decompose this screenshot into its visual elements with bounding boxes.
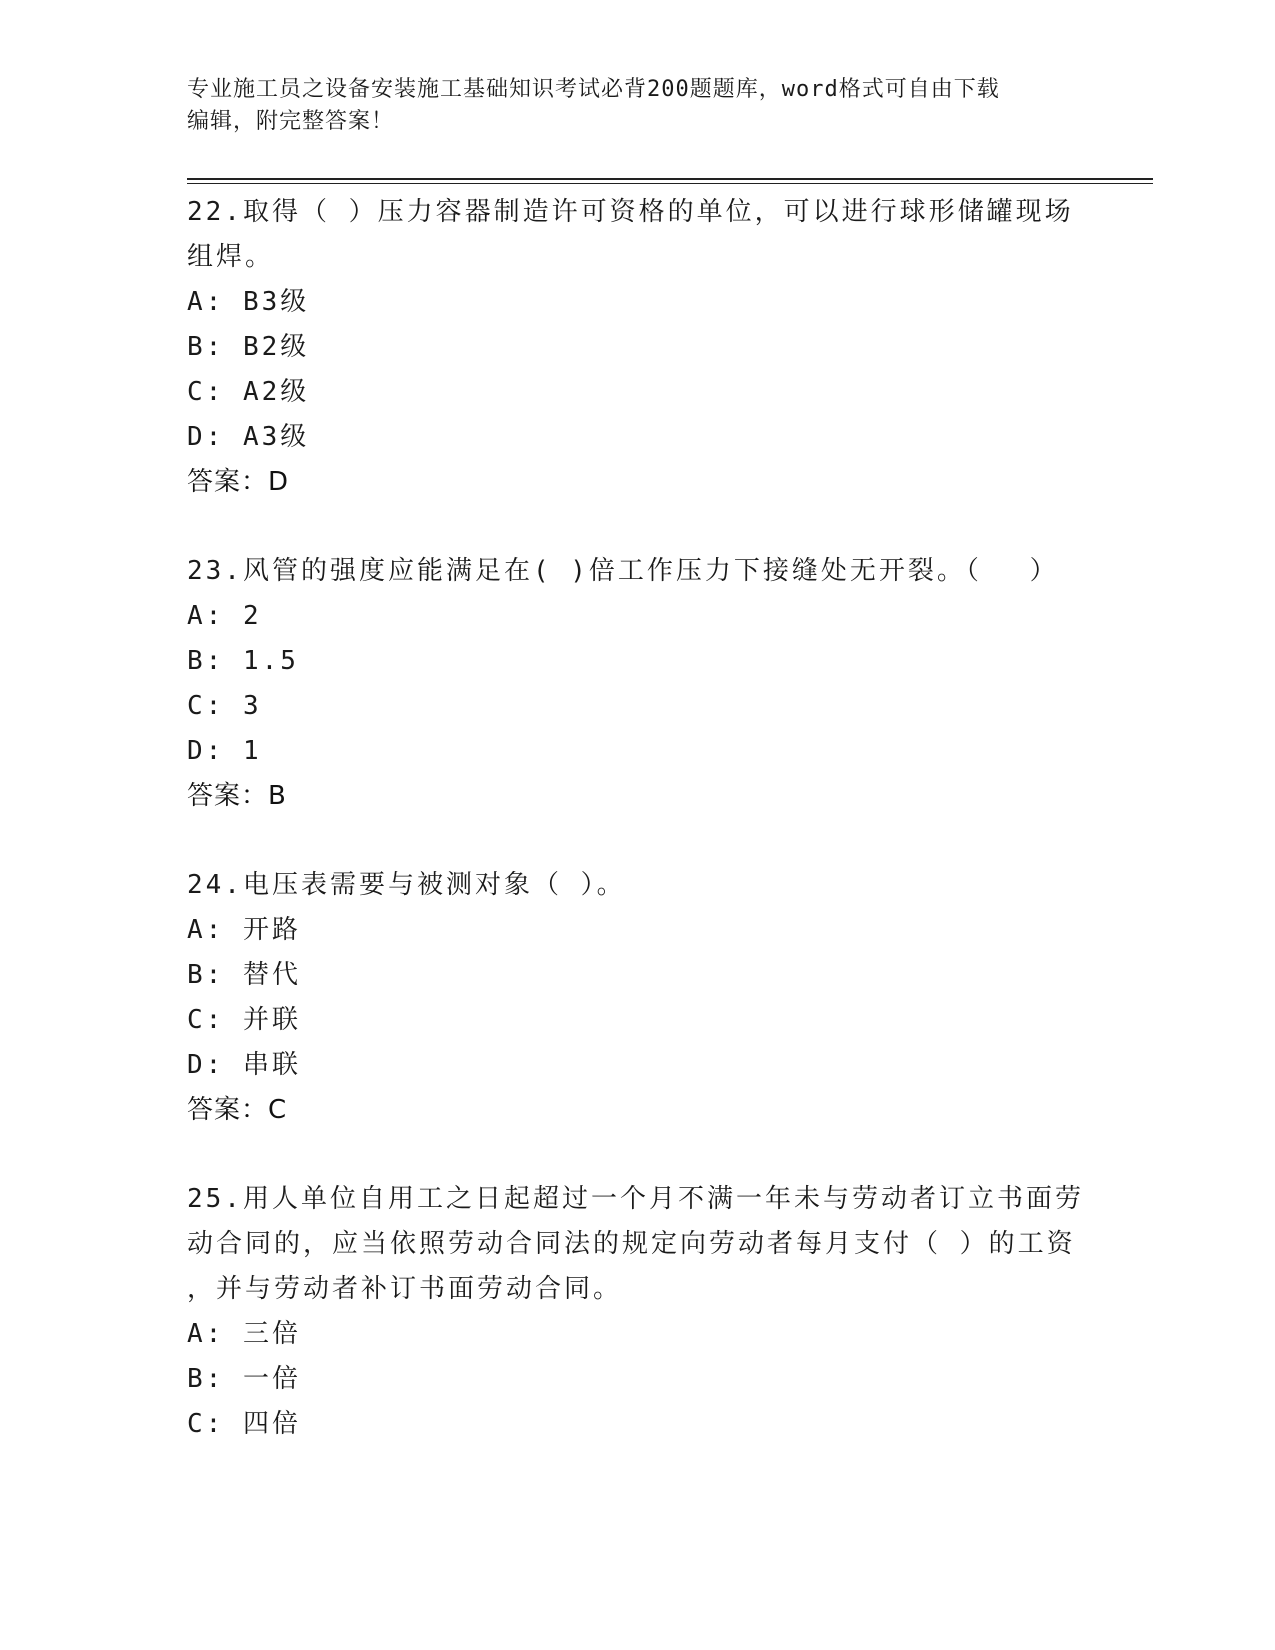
- question-stem: 22.取得（ ）压力容器制造许可资格的单位，可以进行球形储罐现场: [187, 197, 1074, 227]
- question-24: [187, 863, 1087, 1133]
- option-c: C: 并联: [187, 1005, 301, 1035]
- option-a: A: 2: [187, 601, 262, 631]
- option-d: D: 1: [187, 736, 262, 766]
- question-stem: 23.风管的强度应能满足在( )倍工作压力下接缝处无开裂。（ ）: [187, 556, 1059, 586]
- option-c: C: 四倍: [187, 1409, 301, 1439]
- option-c: C: 3: [187, 691, 262, 721]
- option-a: A: B3级: [187, 287, 310, 317]
- header-line-1: 专业施工员之设备安装施工基础知识考试必背200题题库，word格式可自由下载: [187, 77, 1000, 102]
- option-a: A: 开路: [187, 915, 301, 945]
- question-stem: 组焊。: [187, 242, 275, 272]
- header-line-2: 编辑，附完整答案！: [187, 109, 395, 134]
- header-rule-thin: [187, 183, 1153, 184]
- question-list: [187, 190, 1087, 1491]
- option-d: D: A3级: [187, 422, 310, 452]
- question-stem: 24.电压表需要与被测对象（ ）。: [187, 870, 626, 900]
- answer: 答案：D: [187, 467, 290, 497]
- answer: 答案：B: [187, 781, 287, 811]
- answer: 答案：C: [187, 1095, 288, 1125]
- question-22: [187, 190, 1087, 505]
- option-b: B: 一倍: [187, 1364, 301, 1394]
- question-23: [187, 549, 1087, 819]
- option-d: D: 串联: [187, 1050, 301, 1080]
- header-rule-thick: [187, 178, 1153, 180]
- option-a: A: 三倍: [187, 1319, 301, 1349]
- option-b: B: B2级: [187, 332, 310, 362]
- document-header: [187, 74, 1087, 138]
- option-b: B: 1.5: [187, 646, 299, 676]
- question-stem: ，并与劳动者补订书面劳动合同。: [187, 1274, 623, 1304]
- option-c: C: A2级: [187, 377, 310, 407]
- question-stem: 动合同的，应当依照劳动合同法的规定向劳动者每月支付（ ）的工资: [187, 1229, 1076, 1259]
- question-stem: 25.用人单位自用工之日起超过一个月不满一年未与劳动者订立书面劳: [187, 1184, 1084, 1214]
- option-b: B: 替代: [187, 960, 301, 990]
- question-25: [187, 1177, 1087, 1447]
